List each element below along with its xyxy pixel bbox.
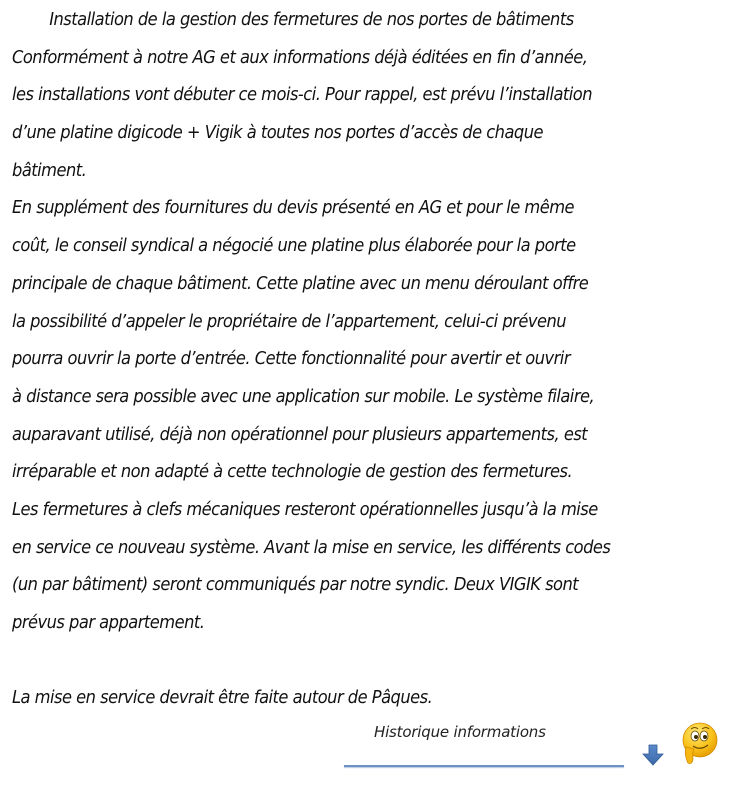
arrow-down-icon[interactable] <box>641 743 665 767</box>
document-body <box>12 2 736 718</box>
text-line: pourra ouvrir la porte d’entrée. Cette fonctionnalité pour avertir et ouvrir <box>12 349 571 370</box>
thinking-face-icon[interactable] <box>676 721 720 767</box>
blank-line <box>12 643 736 681</box>
document-title: Installation de la gestion des fermetures de nos portes de bâtiments <box>49 10 574 30</box>
text-line: bâtiment. <box>12 160 87 181</box>
footer <box>0 715 738 786</box>
text-line: coût, le conseil syndical a négocié une platine plus élaborée pour la porte <box>12 236 576 257</box>
text-line: La mise en service devrait être faite autour de Pâques. <box>12 688 433 709</box>
text-line: les installations vont débuter ce mois-ci. Pour rappel, est prévu l’installation <box>12 85 593 106</box>
text-line: En supplément des fournitures du devis présenté en AG et pour le même <box>12 198 575 219</box>
text-line: prévus par appartement. <box>12 613 205 633</box>
text-line: Conformément à notre AG et aux informations déjà éditées en fin d’année, <box>12 47 588 68</box>
history-link[interactable]: Historique informations <box>374 723 546 741</box>
text-line: Les fermetures à clefs mécaniques resteront opérationnelles jusqu’à la mise <box>12 499 598 520</box>
text-line: d’une platine digicode + Vigik à toutes nos portes d’accès de chaque <box>12 123 544 144</box>
text-line: (un par bâtiment) seront communiqués par notre syndic. Deux VIGIK sont <box>12 575 579 596</box>
text-line: la possibilité d’appeler le propriétaire de l’appartement, celui-ci prévenu <box>12 311 567 332</box>
history-underline <box>344 765 624 767</box>
text-line: principale de chaque bâtiment. Cette platine avec un menu déroulant offre <box>12 273 589 294</box>
text-line: en service ce nouveau système. Avant la mise en service, les différents codes <box>12 537 611 558</box>
text-line: auparavant utilisé, déjà non opérationnel pour plusieurs appartements, est <box>12 424 588 445</box>
text-line: irréparable et non adapté à cette technologie de gestion des fermetures. <box>12 462 573 483</box>
text-line: à distance sera possible avec une application sur mobile. Le système filaire, <box>12 386 595 407</box>
